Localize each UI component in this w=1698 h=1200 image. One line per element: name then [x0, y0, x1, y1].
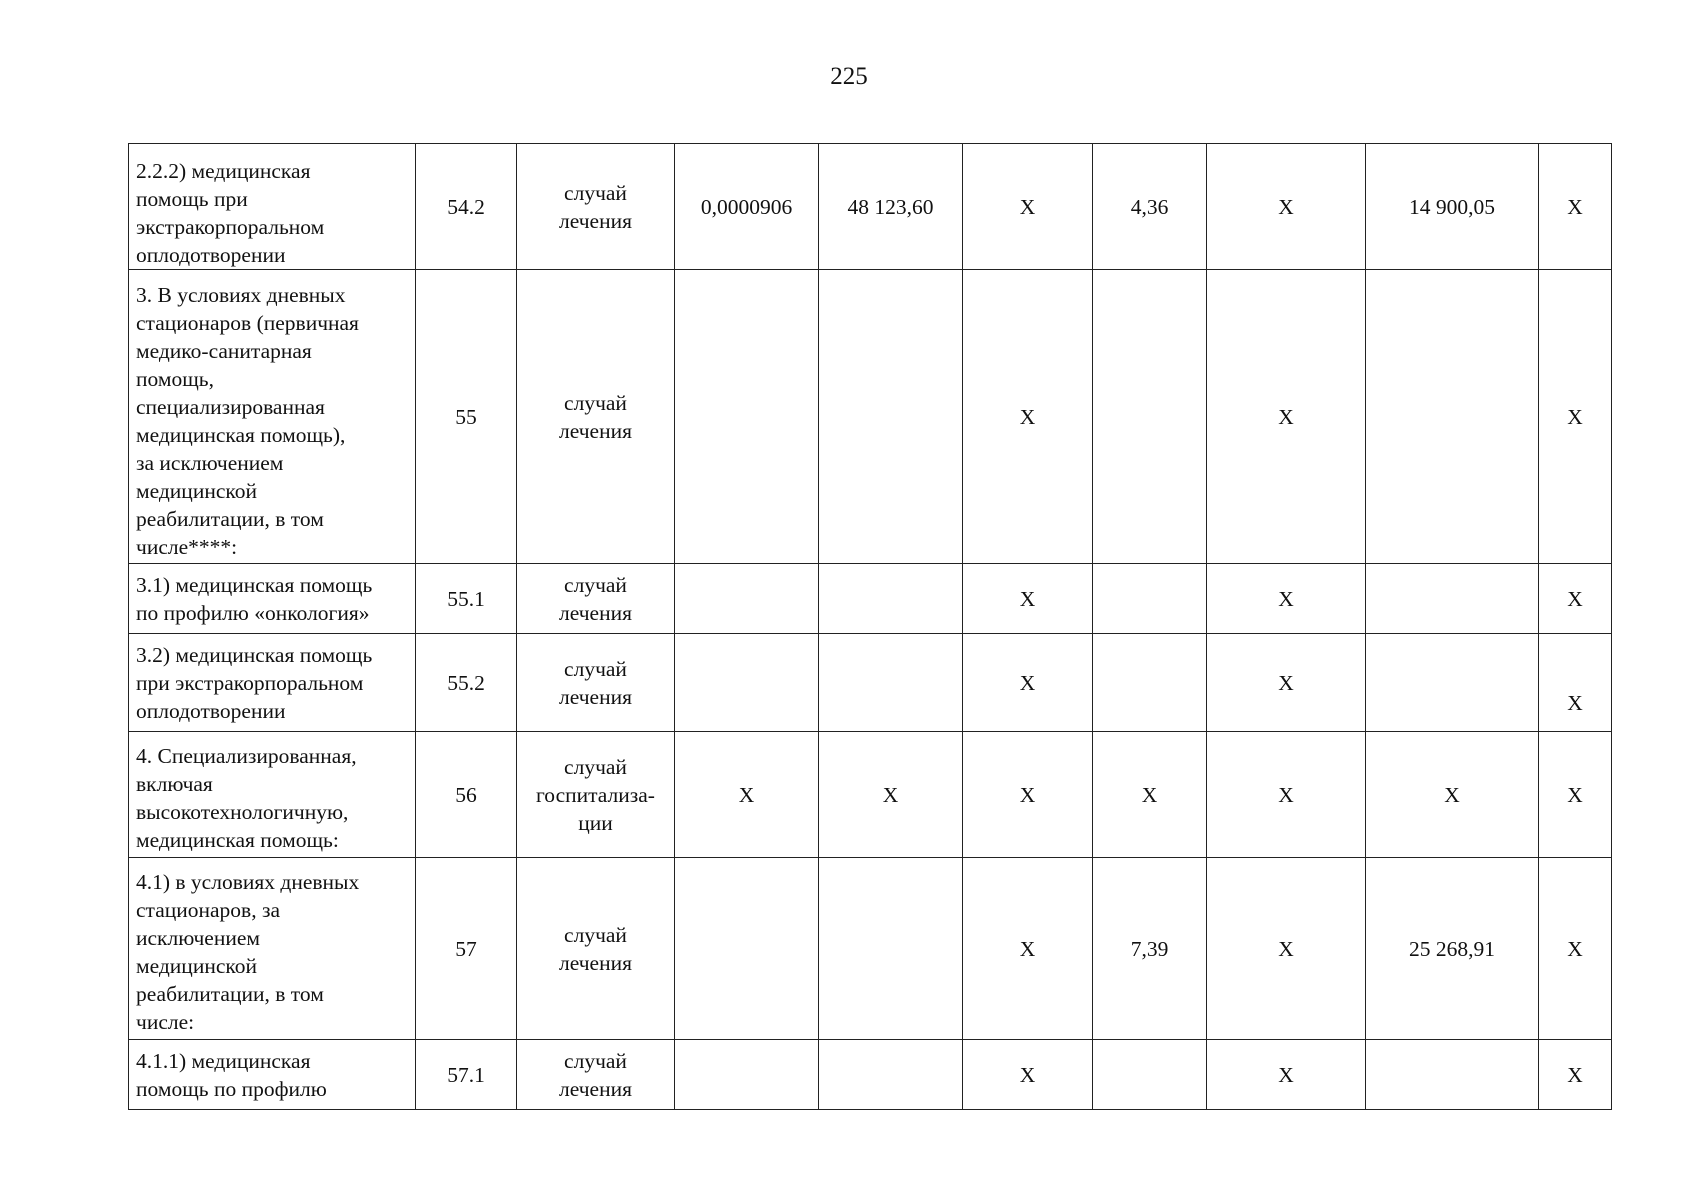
- table-row: [129, 634, 1612, 732]
- row-value-cell: [1093, 732, 1207, 858]
- row-value-cell: [1539, 732, 1612, 858]
- row-code-cell: [416, 1040, 517, 1110]
- row-value-cell: [675, 1040, 819, 1110]
- row-value: Х: [1019, 670, 1036, 695]
- row-value-cell: [1366, 634, 1539, 732]
- row-value-cell: [675, 732, 819, 858]
- row-value-cell: [819, 144, 963, 270]
- row-name: 3.2) медицинская помощь при экстракорпоральном оплодотворении: [136, 643, 373, 723]
- row-name: 3.1) медицинская помощь по профилю «онкология»: [136, 573, 373, 625]
- row-name: 4. Специализированная, включая высокотехнологичную, медицинская помощь:: [136, 744, 357, 852]
- row-value: Х: [1567, 782, 1583, 807]
- row-name-cell: [129, 858, 416, 1040]
- row-code-cell: [416, 634, 517, 732]
- row-value-cell: [1539, 1040, 1612, 1110]
- row-unit: случай госпитализа- ции: [536, 754, 655, 835]
- row-value: Х: [1567, 586, 1583, 611]
- row-value-cell: [819, 858, 963, 1040]
- row-code: 55.2: [447, 670, 485, 695]
- row-value-cell: [1207, 144, 1366, 270]
- data-table: [128, 143, 1612, 1110]
- row-value-cell: [1366, 1040, 1539, 1110]
- row-value-cell: [1093, 1040, 1207, 1110]
- row-name-cell: [129, 1040, 416, 1110]
- row-value: 25 268,91: [1409, 936, 1495, 961]
- row-value: Х: [1141, 782, 1158, 807]
- row-value: Х: [1019, 936, 1036, 961]
- row-value: Х: [1019, 1062, 1036, 1087]
- row-value-cell: [1093, 270, 1207, 564]
- row-value: Х: [1278, 404, 1294, 429]
- row-value: Х: [1019, 782, 1036, 807]
- row-value-cell: [819, 1040, 963, 1110]
- row-value-cell: [963, 732, 1093, 858]
- row-value: 48 123,60: [847, 194, 934, 219]
- row-code: 57: [455, 936, 477, 961]
- row-value-cell: [1093, 144, 1207, 270]
- row-value-cell: [1366, 858, 1539, 1040]
- row-value-cell: [1093, 564, 1207, 634]
- row-code: 55.1: [447, 586, 485, 611]
- row-unit-cell: [517, 1040, 675, 1110]
- table-row: [129, 564, 1612, 634]
- table-row: [129, 270, 1612, 564]
- row-value-cell: [963, 144, 1093, 270]
- row-unit-cell: [517, 144, 675, 270]
- row-value: Х: [1278, 670, 1294, 695]
- row-value-cell: [963, 634, 1093, 732]
- row-value-cell: [1366, 564, 1539, 634]
- row-unit-cell: [517, 732, 675, 858]
- row-value: Х: [882, 782, 899, 807]
- row-value: Х: [738, 782, 755, 807]
- row-value-cell: [1207, 732, 1366, 858]
- row-value-cell: [819, 634, 963, 732]
- row-value-cell: [1366, 732, 1539, 858]
- row-value: Х: [1278, 1062, 1294, 1087]
- row-value-cell: [819, 270, 963, 564]
- table-row: [129, 732, 1612, 858]
- row-value: 0,0000906: [700, 194, 793, 219]
- row-code: 54.2: [447, 194, 485, 219]
- row-value-cell: [819, 564, 963, 634]
- row-value-cell: [1207, 858, 1366, 1040]
- row-value-cell: [963, 270, 1093, 564]
- row-value-cell: [963, 858, 1093, 1040]
- row-value: Х: [1567, 194, 1583, 219]
- row-code-cell: [416, 270, 517, 564]
- row-unit: случай лечения: [559, 922, 632, 975]
- row-value: Х: [1019, 194, 1036, 219]
- row-value-cell: [963, 564, 1093, 634]
- row-value: Х: [1567, 1062, 1583, 1087]
- row-code: 56: [455, 782, 477, 807]
- row-unit: случай лечения: [559, 390, 632, 443]
- row-value: Х: [1278, 194, 1294, 219]
- row-name-cell: [129, 144, 416, 270]
- row-value: Х: [1019, 404, 1036, 429]
- row-name: 4.1.1) медицинская помощь по профилю: [136, 1049, 327, 1101]
- row-value-cell: [963, 1040, 1093, 1110]
- row-value-cell: [1366, 270, 1539, 564]
- row-value-cell: [1207, 564, 1366, 634]
- row-code-cell: [416, 144, 517, 270]
- row-value: Х: [1278, 782, 1294, 807]
- row-value-cell: [675, 634, 819, 732]
- row-value-cell: [1207, 270, 1366, 564]
- row-name-cell: [129, 634, 416, 732]
- row-value-cell: [1539, 858, 1612, 1040]
- row-value: Х: [1567, 404, 1583, 429]
- row-code-cell: [416, 564, 517, 634]
- row-value-cell: [1207, 1040, 1366, 1110]
- row-unit-cell: [517, 634, 675, 732]
- row-value-cell: [675, 858, 819, 1040]
- row-value: Х: [1019, 586, 1036, 611]
- row-value-cell: [1539, 144, 1612, 270]
- row-code-cell: [416, 732, 517, 858]
- row-unit: случай лечения: [559, 1048, 632, 1101]
- row-unit-cell: [517, 564, 675, 634]
- row-value: Х: [1567, 936, 1583, 961]
- row-value: Х: [1444, 782, 1460, 807]
- row-name: 4.1) в условиях дневных стационаров, за исключением медицинской реабилитации, в том числе:: [136, 870, 360, 1034]
- table-row: [129, 144, 1612, 270]
- row-unit-cell: [517, 858, 675, 1040]
- row-unit: случай лечения: [559, 180, 632, 233]
- row-value-cell: [819, 732, 963, 858]
- table-row: [129, 858, 1612, 1040]
- row-value-cell: [1539, 634, 1612, 732]
- row-value-cell: [1093, 858, 1207, 1040]
- row-value: Х: [1278, 936, 1294, 961]
- row-value-cell: [675, 144, 819, 270]
- row-unit: случай лечения: [559, 656, 632, 709]
- row-value: 14 900,05: [1409, 194, 1495, 219]
- row-code-cell: [416, 858, 517, 1040]
- row-name-cell: [129, 270, 416, 564]
- row-name: 3. В условиях дневных стационаров (первичная медико-санитарная помощь, специализированная медицинская помощь), за исключением медицинской реабилитации, в том числе****:: [136, 283, 359, 559]
- row-value-cell: [1539, 564, 1612, 634]
- row-value-cell: [675, 270, 819, 564]
- row-unit-cell: [517, 270, 675, 564]
- row-value-cell: [675, 564, 819, 634]
- row-name-cell: [129, 732, 416, 858]
- table-row: [129, 1040, 1612, 1110]
- row-name: 2.2.2) медицинская помощь при экстракорпоральном оплодотворении: [136, 159, 325, 267]
- row-code: 57.1: [447, 1062, 485, 1087]
- row-value: 4,36: [1130, 194, 1169, 219]
- row-value-cell: [1539, 270, 1612, 564]
- row-value-cell: [1093, 634, 1207, 732]
- row-value: 7,39: [1130, 936, 1169, 961]
- row-value: Х: [1567, 691, 1583, 715]
- row-value-cell: [1207, 634, 1366, 732]
- row-value-cell: [1366, 144, 1539, 270]
- row-value: Х: [1278, 586, 1294, 611]
- row-name-cell: [129, 564, 416, 634]
- page-number: 225: [830, 63, 868, 90]
- row-code: 55: [455, 404, 477, 429]
- row-unit: случай лечения: [559, 572, 632, 625]
